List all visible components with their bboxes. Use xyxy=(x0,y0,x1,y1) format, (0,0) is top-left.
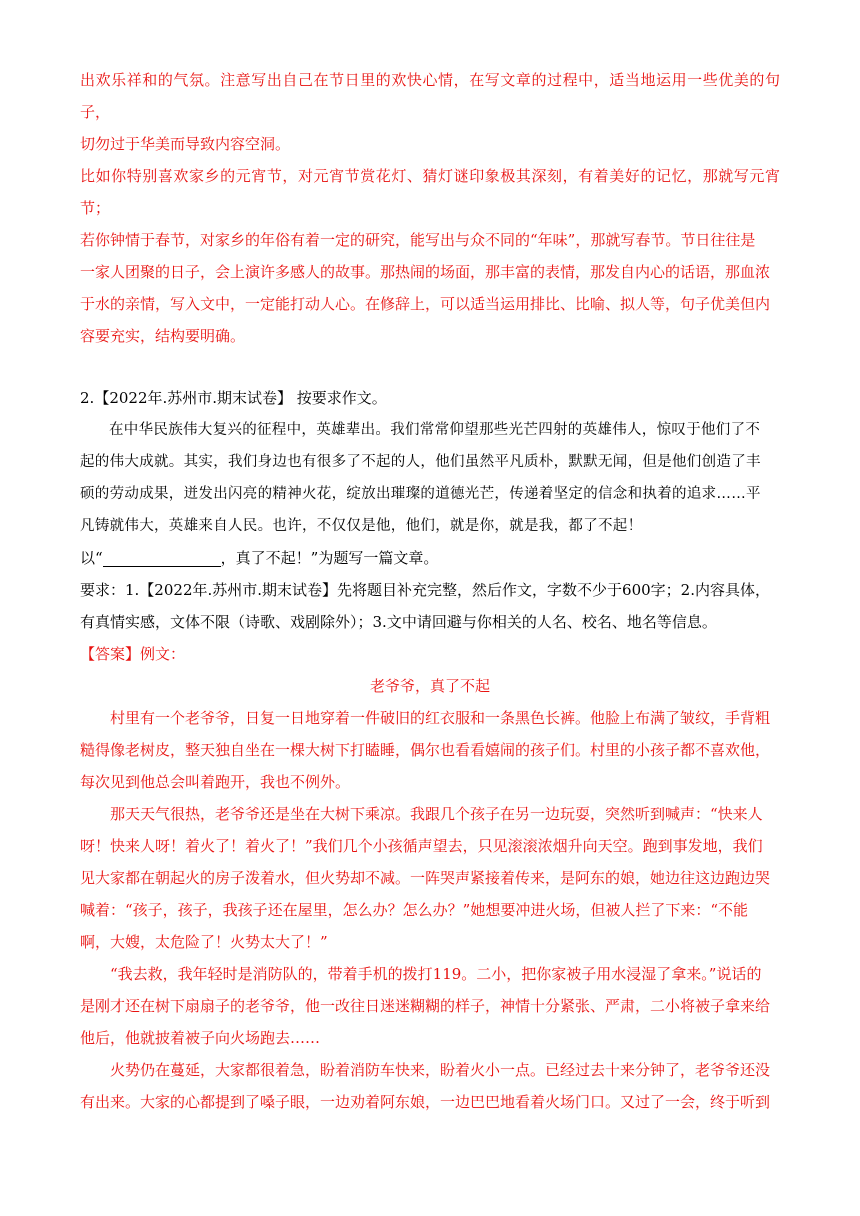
text-line: 那天天气很热，老爷爷还是坐在大树下乘凉。我跟几个孩子在另一边玩耍，突然听到喊声：“快来人 xyxy=(110,805,763,823)
text-line: 村里有一个老爷爷，日复一日地穿着一件破旧的红衣服和一条黑色长裤。他脸上布满了皱纹，手背粗 xyxy=(110,709,771,727)
text-line: 要求：1.【2022年.苏州市.期末试卷】先将题目补充完整，然后作文，字数不少于600字；2.内容具体， xyxy=(80,581,770,599)
essay-paragraph-1 xyxy=(80,702,780,798)
text-line: 见大家都在朝起火的房子泼着水，但火势却不减。一阵哭声紧接着传来，是阿东的娘，她边往这边跑边哭 xyxy=(80,869,771,887)
requirements xyxy=(80,574,780,638)
text-line: “我去救，我年轻时是消防队的，带着手机的拨打119。二小，把你家被子用水浸湿了拿来。”说话的 xyxy=(110,965,762,983)
answer-label: 例文： xyxy=(140,645,186,663)
text-line: 糙得像老树皮，整天独自坐在一棵大树下打瞌睡，偶尔也看看嬉闹的孩子们。村里的小孩子都不喜欢他， xyxy=(80,741,771,759)
text-line: 切勿过于华美而导致内容空洞。 xyxy=(80,135,291,153)
essay-prompt xyxy=(80,542,780,574)
text-line: 一家人团聚的日子，会上演许多感人的故事。那热闹的场面，那丰富的表情，那发自内心的话语，那血浓 xyxy=(80,263,771,281)
essay-title: 老爷爷，真了不起 xyxy=(369,677,490,695)
text-line: 喊着：“孩子，孩子，我孩子还在屋里，怎么办？怎么办？”她想要冲进火场，但被人拦了下来：“不能 xyxy=(80,901,749,919)
question-source: 【2022年.苏州市.期末试卷】 xyxy=(94,389,293,407)
intro-paragraph-1 xyxy=(80,64,780,160)
intro-paragraph-2 xyxy=(80,160,780,352)
text-line: 有出来。大家的心都提到了嗓子眼，一边劝着阿东娘，一边巴巴地看着火场门口。又过了一会，终于听到 xyxy=(80,1093,771,1111)
document-page xyxy=(80,64,780,1118)
text-line: 有真情实感，文体不限（诗歌、戏剧除外）；3.文中请回避与你相关的人名、校名、地名等信息。 xyxy=(80,613,717,631)
essay-paragraph-2 xyxy=(80,798,780,958)
essay-paragraph-4 xyxy=(80,1054,780,1118)
answer-header xyxy=(80,638,780,670)
text-line: 起的伟大成就。其实，我们身边也有很多了不起的人，他们虽然平凡质朴，默默无闻，但是他们创造了丰 xyxy=(80,454,761,470)
question-header xyxy=(80,382,780,414)
text-line: 出欢乐祥和的气氛。注意写出自己在节日里的欢快心情，在写文章的过程中，适当地运用一些优美的句子， xyxy=(80,71,780,121)
text-line: 在中华民族伟大复兴的征程中，英雄辈出。我们常常仰望那些光芒四射的英雄伟人，惊叹于他们了不 xyxy=(109,422,761,438)
question-number: 2. xyxy=(80,389,95,407)
prompt-before: 以“ xyxy=(80,549,103,567)
text-line: 是刚才还在树下扇扇子的老爷爷，他一改往日迷迷糊糊的样子，神情十分紧张、严肃，二小将被子拿来给 xyxy=(80,997,771,1015)
text-line: 每次见到他总会叫着跑开，我也不例外。 xyxy=(80,773,351,791)
text-line: 火势仍在蔓延，大家都很着急，盼着消防车快来，盼着火小一点。已经过去十来分钟了，老爷爷还没 xyxy=(110,1061,771,1079)
answer-tag: 【答案】 xyxy=(80,645,141,663)
spacer xyxy=(80,352,780,382)
text-line: 容要充实，结构要明确。 xyxy=(80,327,246,345)
question-instruction: 按要求作文。 xyxy=(292,389,387,407)
title-blank xyxy=(103,548,221,567)
text-line: 他后，他就披着被子向火场跑去…… xyxy=(80,1029,321,1047)
text-line: 比如你特别喜欢家乡的元宵节，对元宵节赏花灯、猜灯谜印象极其深刻，有着美好的记忆，那就写元宵节； xyxy=(80,167,780,217)
essay-paragraph-3 xyxy=(80,958,780,1054)
question-material xyxy=(80,414,780,542)
text-line: 若你钟情于春节，对家乡的年俗有着一定的研究，能写出与众不同的“年味”，那就写春节。节日往往是 xyxy=(80,231,756,249)
text-line: 凡铸就伟大，英雄来自人民。也许，不仅仅是他，他们，就是你，就是我，都了不起！ xyxy=(80,518,643,534)
prompt-after: ，真了不起！”为题写一篇文章。 xyxy=(220,549,439,567)
text-line: 啊，大嫂，太危险了！火势太大了！” xyxy=(80,933,328,951)
text-line: 硕的劳动成果，迸发出闪亮的精神火花，绽放出璀璨的道德光芒，传递着坚定的信念和执着的追求……平 xyxy=(80,486,761,502)
text-line: 于水的亲情，写入文中，一定能打动人心。在修辞上，可以适当运用排比、比喻、拟人等，句子优美但内 xyxy=(80,295,771,313)
text-line: 呀！快来人呀！着火了！着火了！”我们几个小孩循声望去，只见滚滚浓烟升向天空。跑到事发地，我们 xyxy=(80,837,763,855)
